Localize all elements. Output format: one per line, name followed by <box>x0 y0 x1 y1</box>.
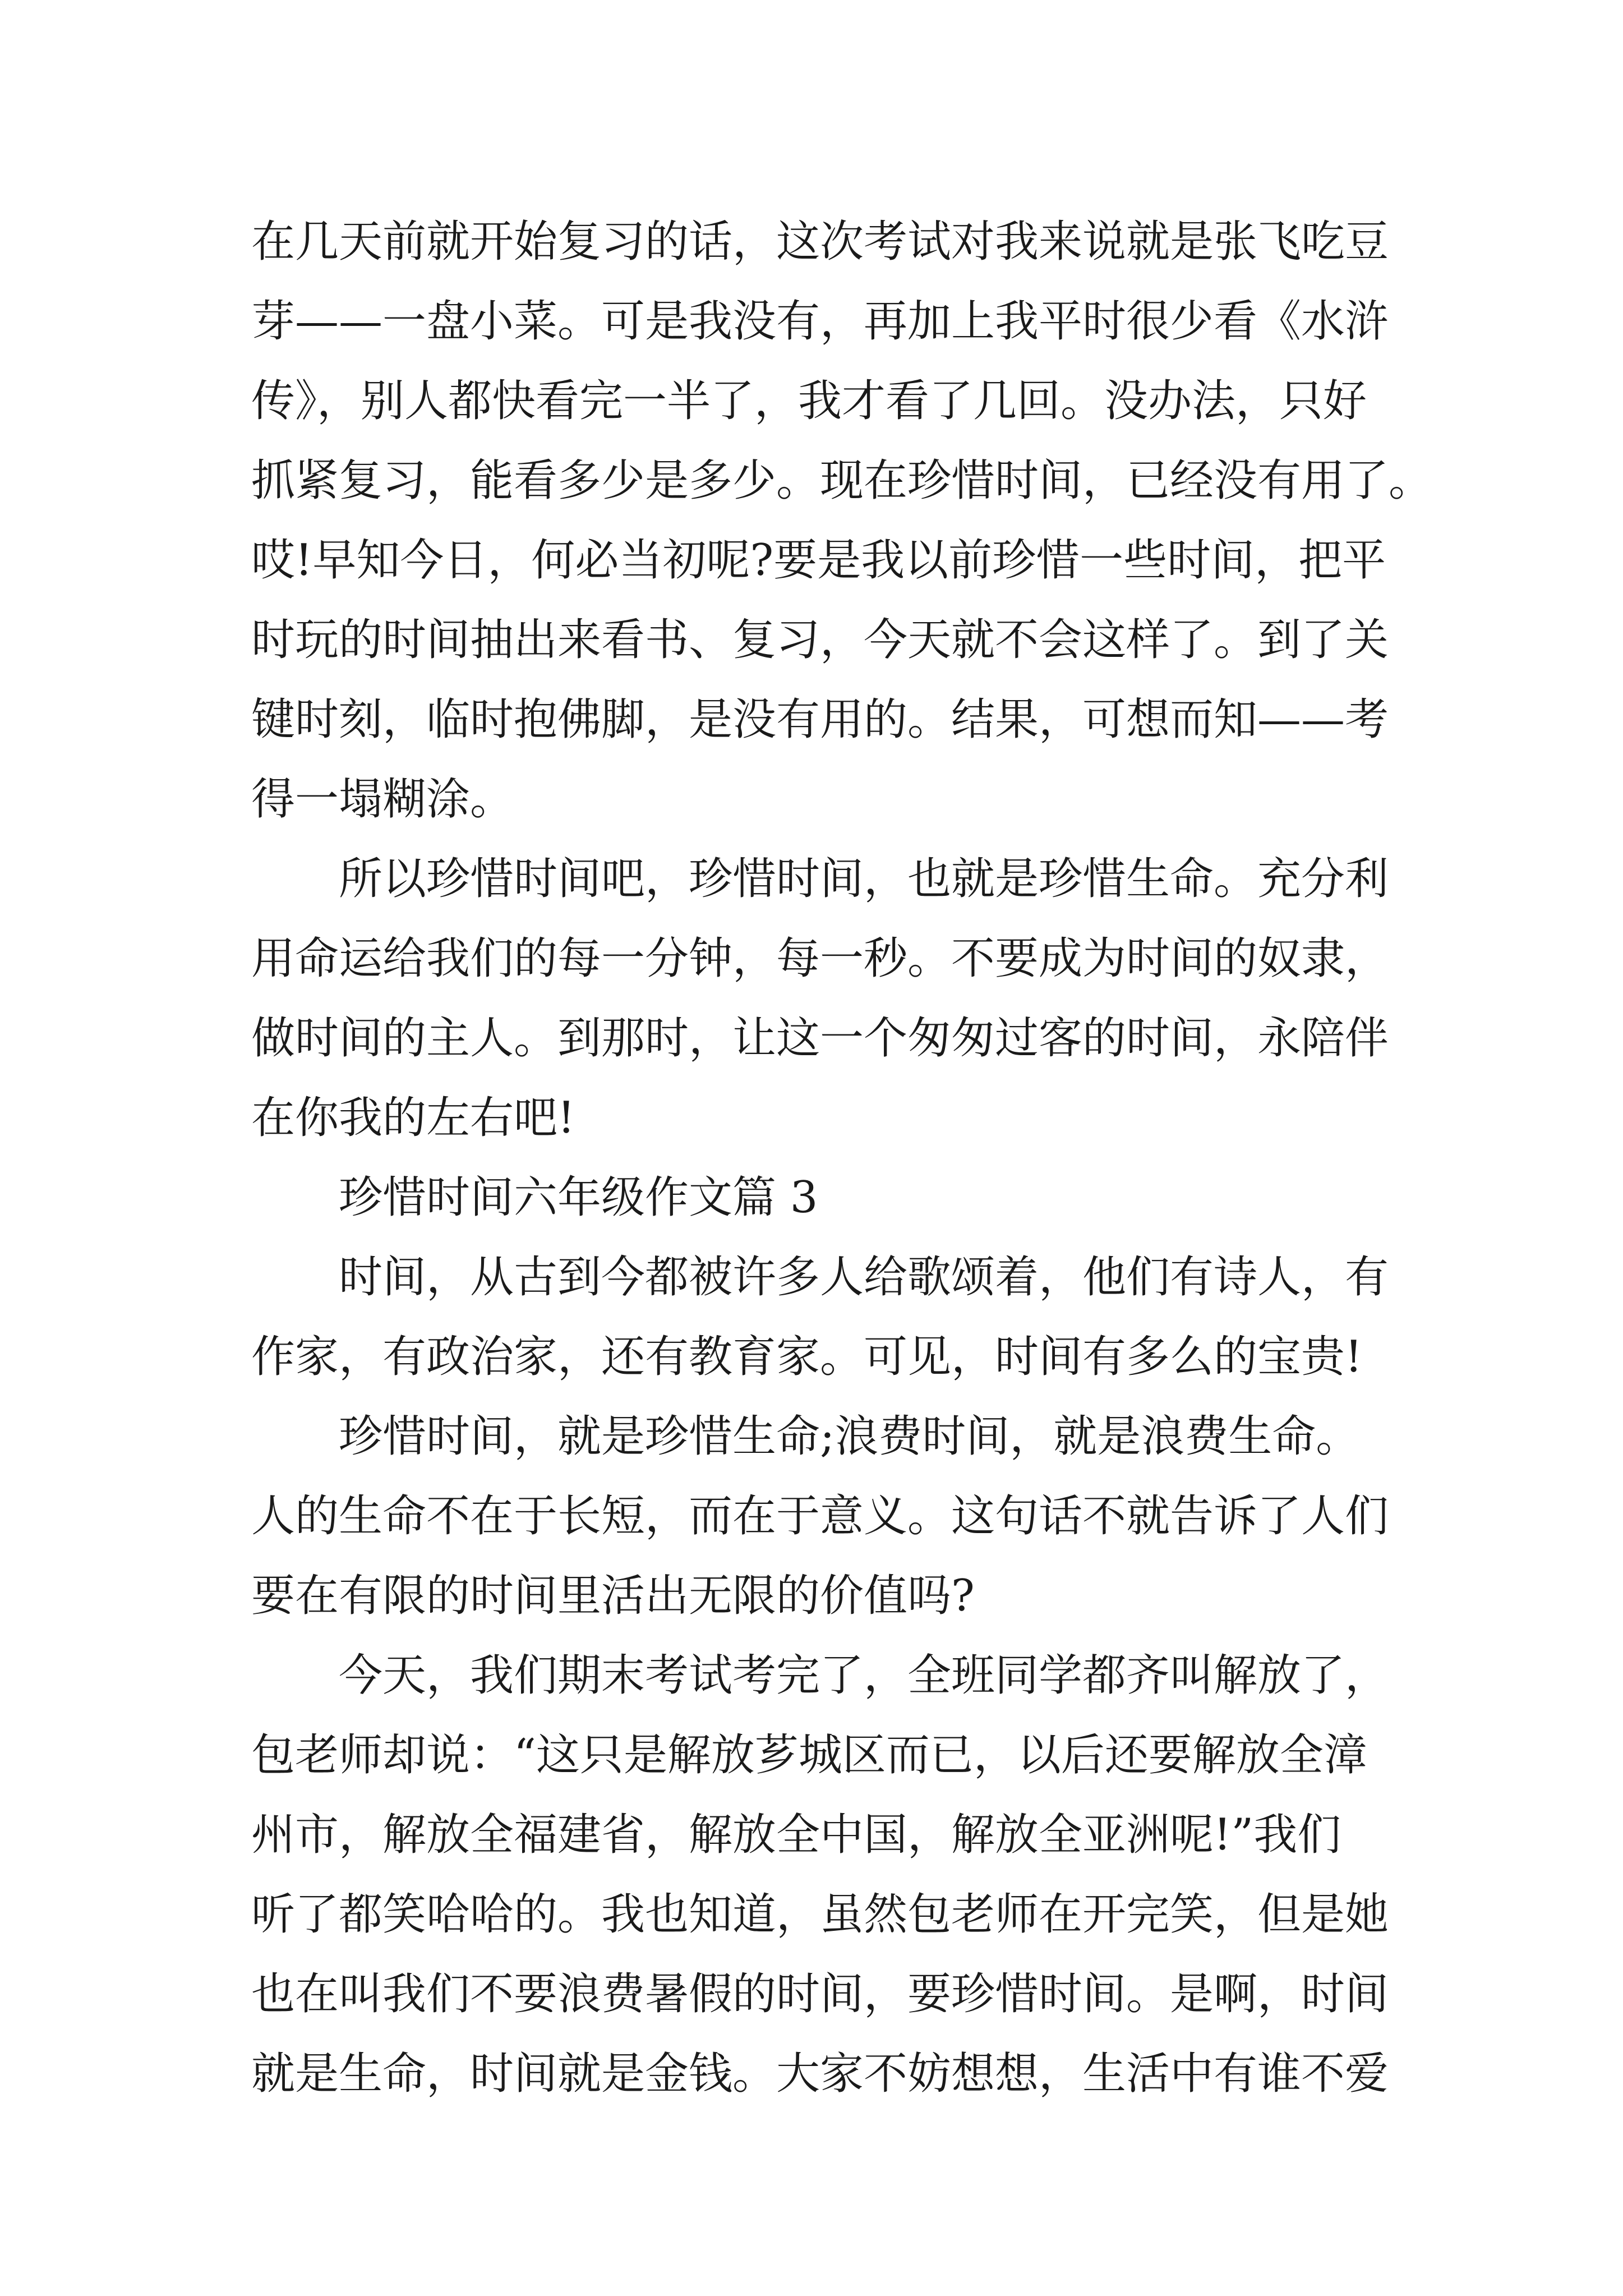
document-body <box>251 202 1433 2114</box>
text-line: 珍惜时间，就是珍惜生命;浪费时间，就是浪费生命。 <box>339 1411 1360 1462</box>
text-line: 芽——一盘小菜。可是我没有，再加上我平时很少看《水浒 <box>251 296 1389 347</box>
text-line: 时玩的时间抽出来看书、复习，今天就不会这样了。到了关 <box>251 615 1389 665</box>
text-line: 做时间的主人。到那时，让这一个匆匆过客的时间，永陪伴 <box>251 1013 1389 1064</box>
text-line: 用命运给我们的每一分钟，每一秒。不要成为时间的奴隶， <box>251 933 1389 984</box>
text-line: 州市，解放全福建省，解放全中国，解放全亚洲呢!”我们 <box>251 1810 1341 1860</box>
text-line: 抓紧复习，能看多少是多少。现在珍惜时间，已经没有用了。 <box>251 455 1433 506</box>
text-line: 要在有限的时间里活出无限的价值吗? <box>251 1571 975 1621</box>
text-line: 听了都笑哈哈的。我也知道，虽然包老师在开完笑，但是她 <box>251 1889 1389 1940</box>
text-line: 键时刻，临时抱佛脚，是没有用的。结果，可想而知——考 <box>251 694 1389 745</box>
section-heading: 珍惜时间六年级作文篇 3 <box>339 1172 818 1223</box>
text-line: 哎!早知今日，何必当初呢?要是我以前珍惜一些时间，把平 <box>251 535 1386 586</box>
text-line: 在你我的左右吧! <box>251 1093 575 1143</box>
text-line: 作家，有政治家，还有教育家。可见，时间有多么的宝贵! <box>251 1332 1363 1382</box>
text-line: 也在叫我们不要浪费暑假的时间，要珍惜时间。是啊，时间 <box>251 1969 1389 2019</box>
text-line: 传》，别人都快看完一半了，我才看了几回。没办法，只好 <box>251 376 1367 426</box>
text-line: 人的生命不在于长短，而在于意义。这句话不就告诉了人们 <box>251 1491 1389 1542</box>
text-line: 得一塌糊涂。 <box>251 774 514 825</box>
text-line: 所以珍惜时间吧，珍惜时间，也就是珍惜生命。充分利 <box>339 854 1389 904</box>
text-line: 包老师却说：“这只是解放芗城区而已，以后还要解放全漳 <box>251 1730 1367 1780</box>
text-line: 在几天前就开始复习的话，这次考试对我来说就是张飞吃豆 <box>251 217 1389 267</box>
text-line: 时间，从古到今都被许多人给歌颂着，他们有诗人，有 <box>339 1252 1389 1303</box>
text-line: 就是生命，时间就是金钱。大家不妨想想，生活中有谁不爱 <box>251 2049 1389 2099</box>
text-line: 今天，我们期末考试考完了，全班同学都齐叫解放了， <box>339 1650 1389 1701</box>
